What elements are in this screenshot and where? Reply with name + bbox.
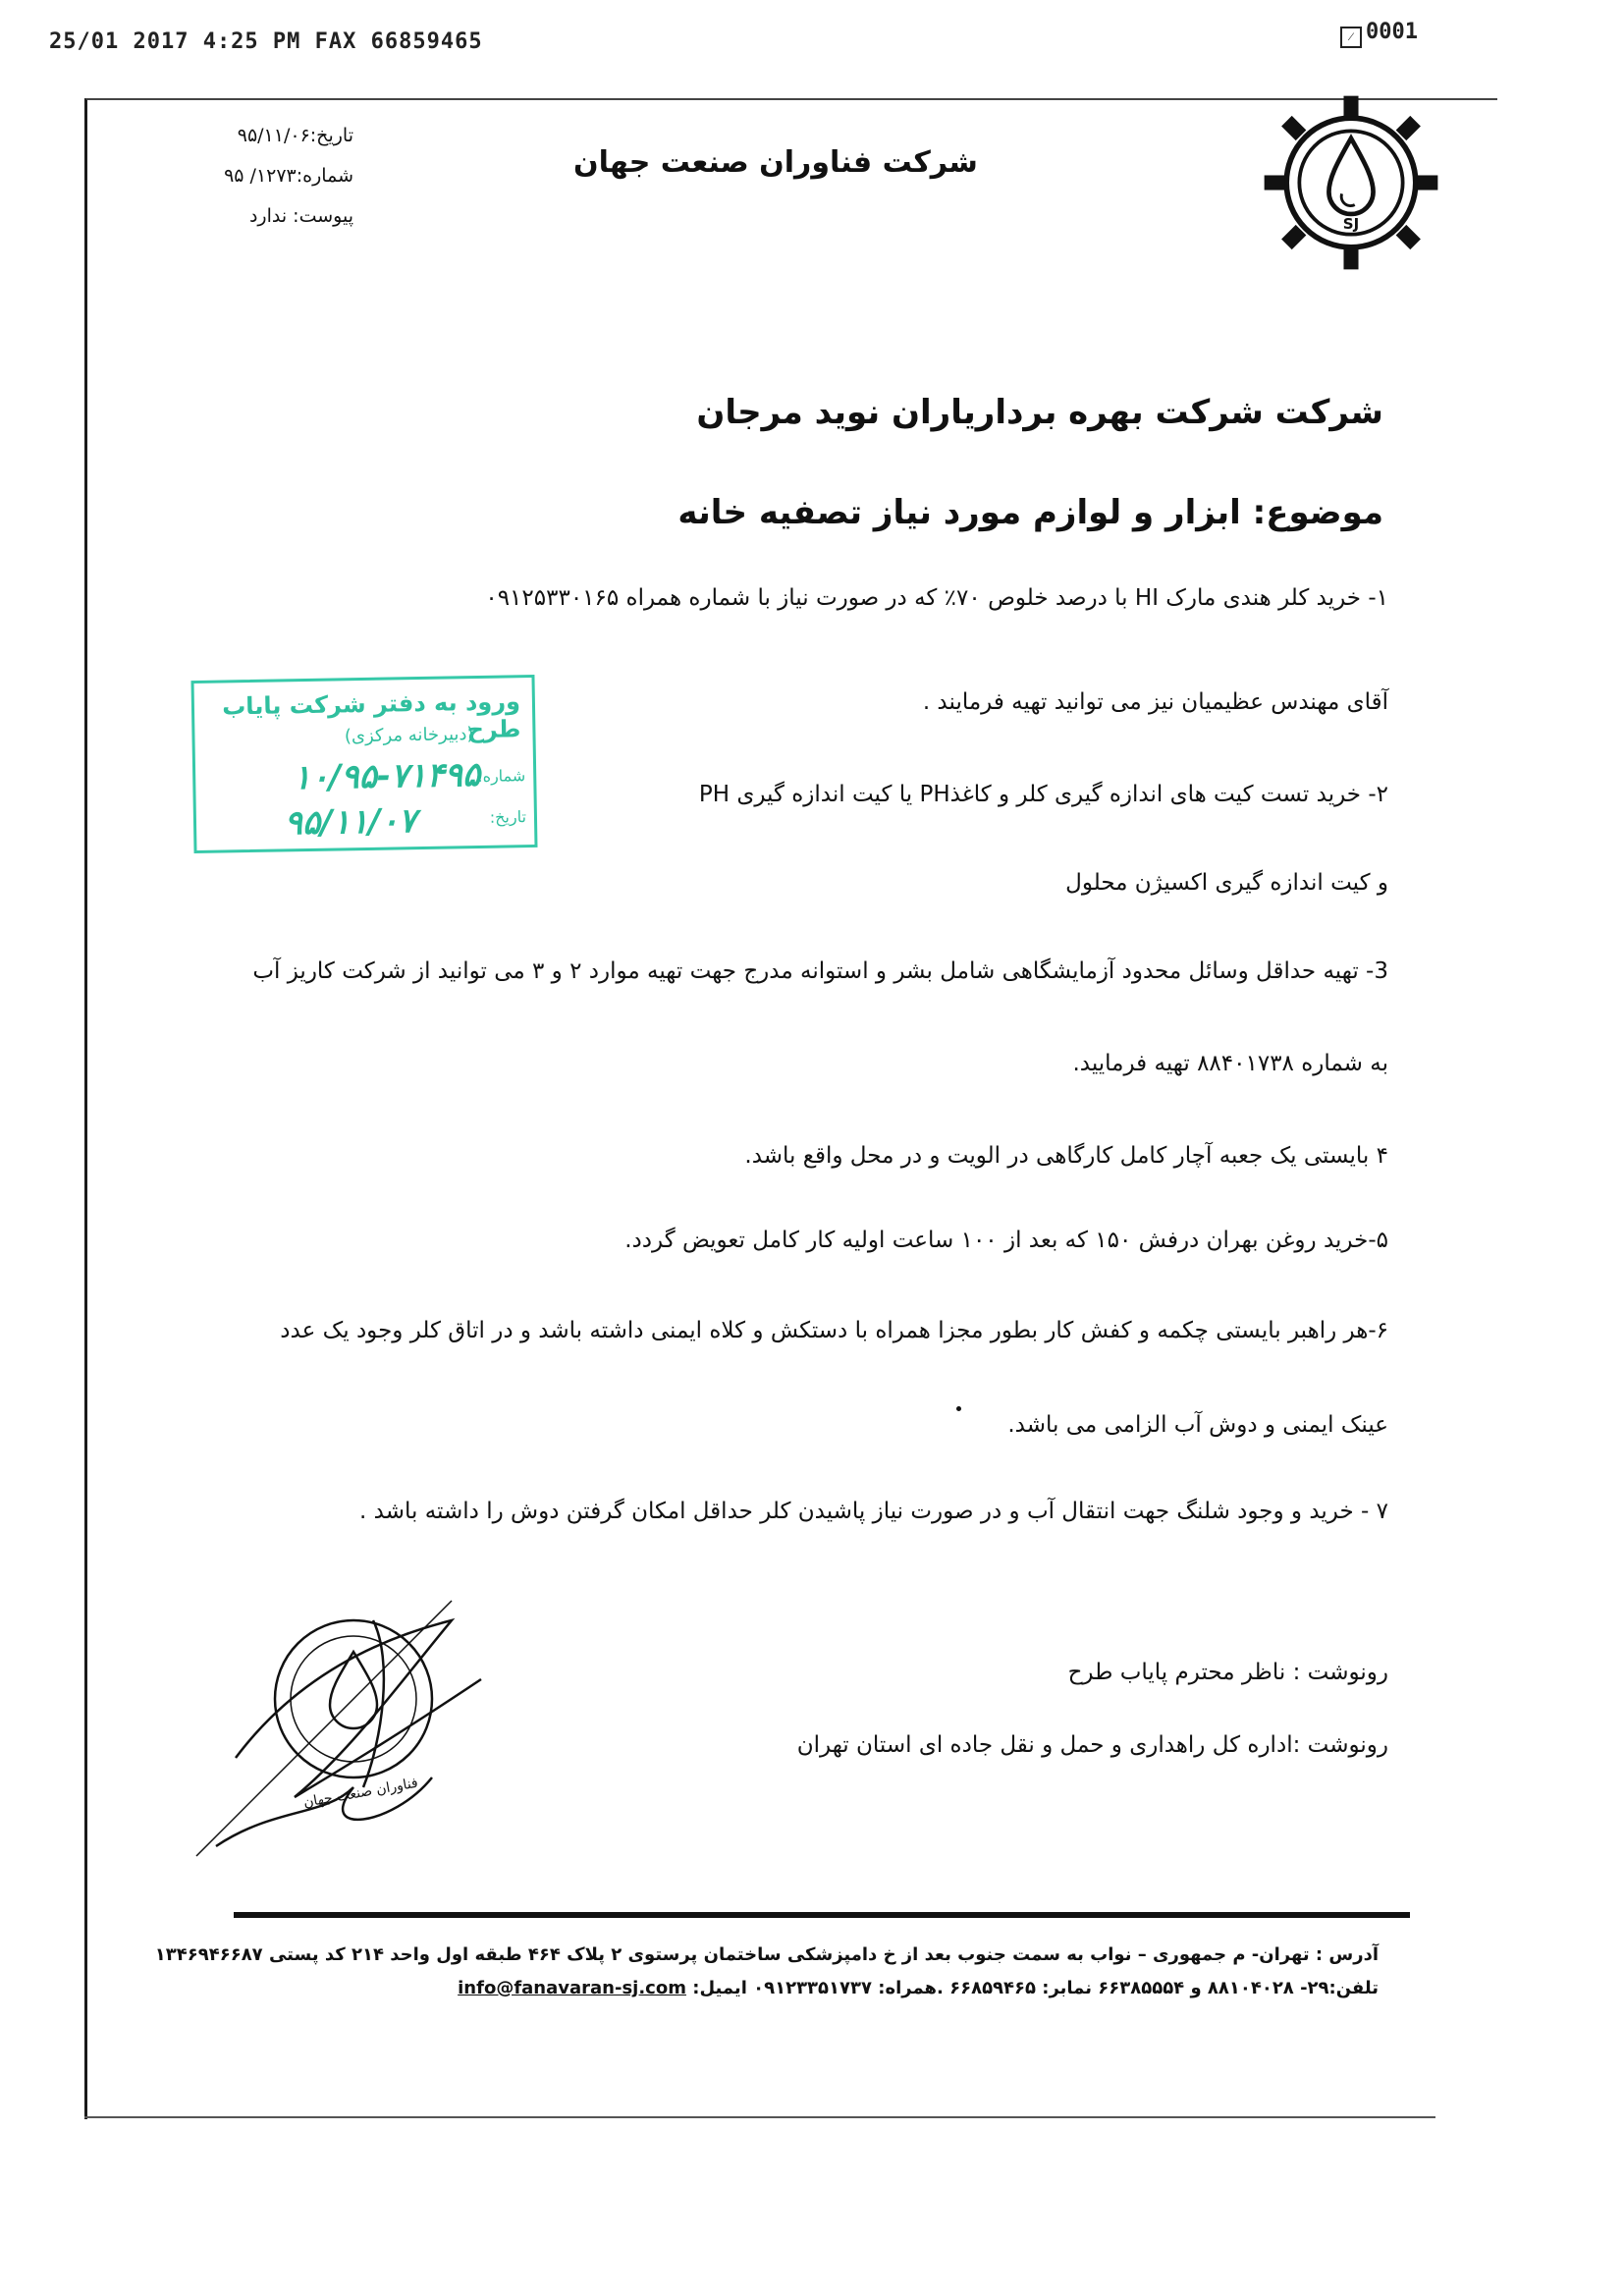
signature-seal [157, 1561, 569, 1886]
footer-contacts [458, 1978, 1379, 1998]
ink-dot [956, 1406, 961, 1411]
cc-line-2: رونوشت :اداره کل راهداری و حمل و نقل جاده ای استان تهران [796, 1732, 1388, 1758]
item-1-line-1: ۱- خرید کلر هندی مارک HI با درصد خلوص ۷۰٪ که در صورت نیاز با شماره همراه ۰۹۱۲۵۳۳۰۱۶۵ [485, 585, 1388, 611]
item-1-line-2: آقای مهندس عظیمیان نیز می توانید تهیه فرمایند . [922, 689, 1388, 715]
item-6-line-1: ۶-هر راهبر بایستی چکمه و کفش کار بطور مجزا همراه با دستکش و کلاه ایمنی داشته باشد و در اتاق کلر وجود یک عدد [280, 1318, 1388, 1343]
received-stamp [190, 675, 537, 853]
recipient: شرکت شرکت بهره برداریاران نوید مرجان [696, 393, 1383, 432]
footer-email-link[interactable]: info@fanavaran-sj.com [458, 1978, 686, 1998]
item-4: ۴ بایستی یک جعبه آچار کامل کارگاهی در الویت و در محل واقع باشد. [744, 1143, 1388, 1169]
letter-number: شماره:۱۲۷۳/ ۹۵ [224, 165, 353, 187]
letter-meta [177, 116, 353, 237]
item-7: ۷ - خرید و وجود شلنگ جهت انتقال آب و در صورت نیاز پاشیدن کلر حداقل امکان گرفتن دوش را داشته باشد . [359, 1499, 1388, 1524]
stamp-subtitle: (دبیرخانه مرکزی) [344, 724, 474, 747]
item-2-line-2: و کیت اندازه گیری اکسیژن محلول [1065, 870, 1388, 896]
footer-rule [234, 1912, 1410, 1918]
fax-page-icon: ⁄ [1340, 27, 1362, 48]
item-5: ۵-خرید روغن بهران درفش ۱۵۰ که بعد از ۱۰۰ ساعت اولیه کار کامل تعویض گردد. [624, 1228, 1388, 1253]
svg-text:SJ: SJ [1342, 215, 1360, 233]
fax-header: 25/01 2017 4:25 PM FAX 66859465 [49, 29, 483, 54]
footer-contact-numbers: تلفن:۲۹- ۸۸۱۰۴۰۲۸ و ۶۶۳۸۵۵۵۴ نمابر: ۶۶۸۵۹۴۶۵ .همراه: ۰۹۱۲۳۳۵۱۷۳۷ ایمیل: [692, 1978, 1379, 1998]
gear-drop-logo-icon [1259, 90, 1443, 275]
stamp-date-label: تاریخ: [489, 807, 527, 827]
item-3-line-1: 3- تهیه حداقل وسائل محدود آزمایشگاهی شامل بشر و استوانه مدرج جهت تهیه موارد ۲ و ۳ می توانید از شرکت کاریز آب [252, 958, 1388, 984]
letter-attachment: پیوست: ندارد [248, 205, 353, 227]
seal-text: فناوران صنعت جهان [301, 1775, 419, 1811]
company-name: شرکت فناوران صنعت جهان [573, 145, 978, 180]
stamp-number-label: شماره: [477, 766, 526, 786]
subject: موضوع: ابزار و لوازم مورد نیاز تصفیه خانه [677, 493, 1383, 532]
item-6-line-2: عینک ایمنی و دوش آب الزامی می باشد. [1007, 1412, 1388, 1438]
item-2-line-1: ۲- خرید تست کیت های اندازه گیری کلر و کاغذPH یا کیت اندازه گیری PH [698, 782, 1388, 807]
letter-date: تاریخ:۹۵/۱۱/۰۶ [237, 125, 353, 146]
page-frame-bottom [84, 2116, 1435, 2118]
stamp-title: ورود به دفتر شرکت پایاب طرح [221, 687, 521, 744]
fax-page-label: 0001 [1366, 20, 1418, 44]
cc-line-1: رونوشت : ناظر محترم پایاب طرح [1067, 1660, 1388, 1685]
fax-page-number [1340, 20, 1418, 48]
stamp-date-value: ۹۵/۱۱/۰۷ [284, 801, 417, 844]
stamp-number-value: ۱۰/۹۵-۷۱۴۹۵ [292, 754, 481, 798]
footer-address: آدرس : تهران- م جمهوری – نواب به سمت جنوب بعد از خ دامپزشکی ساختمان پرستوی ۲ پلاک ۴۶۴ طبقه اول واحد ۲۱۴ کد پستی ۱۳۴۶۹۴۶۶۸۷ [154, 1944, 1379, 1965]
item-3-line-2: به شماره ۸۸۴۰۱۷۳۸ تهیه فرمایید. [1072, 1051, 1388, 1076]
